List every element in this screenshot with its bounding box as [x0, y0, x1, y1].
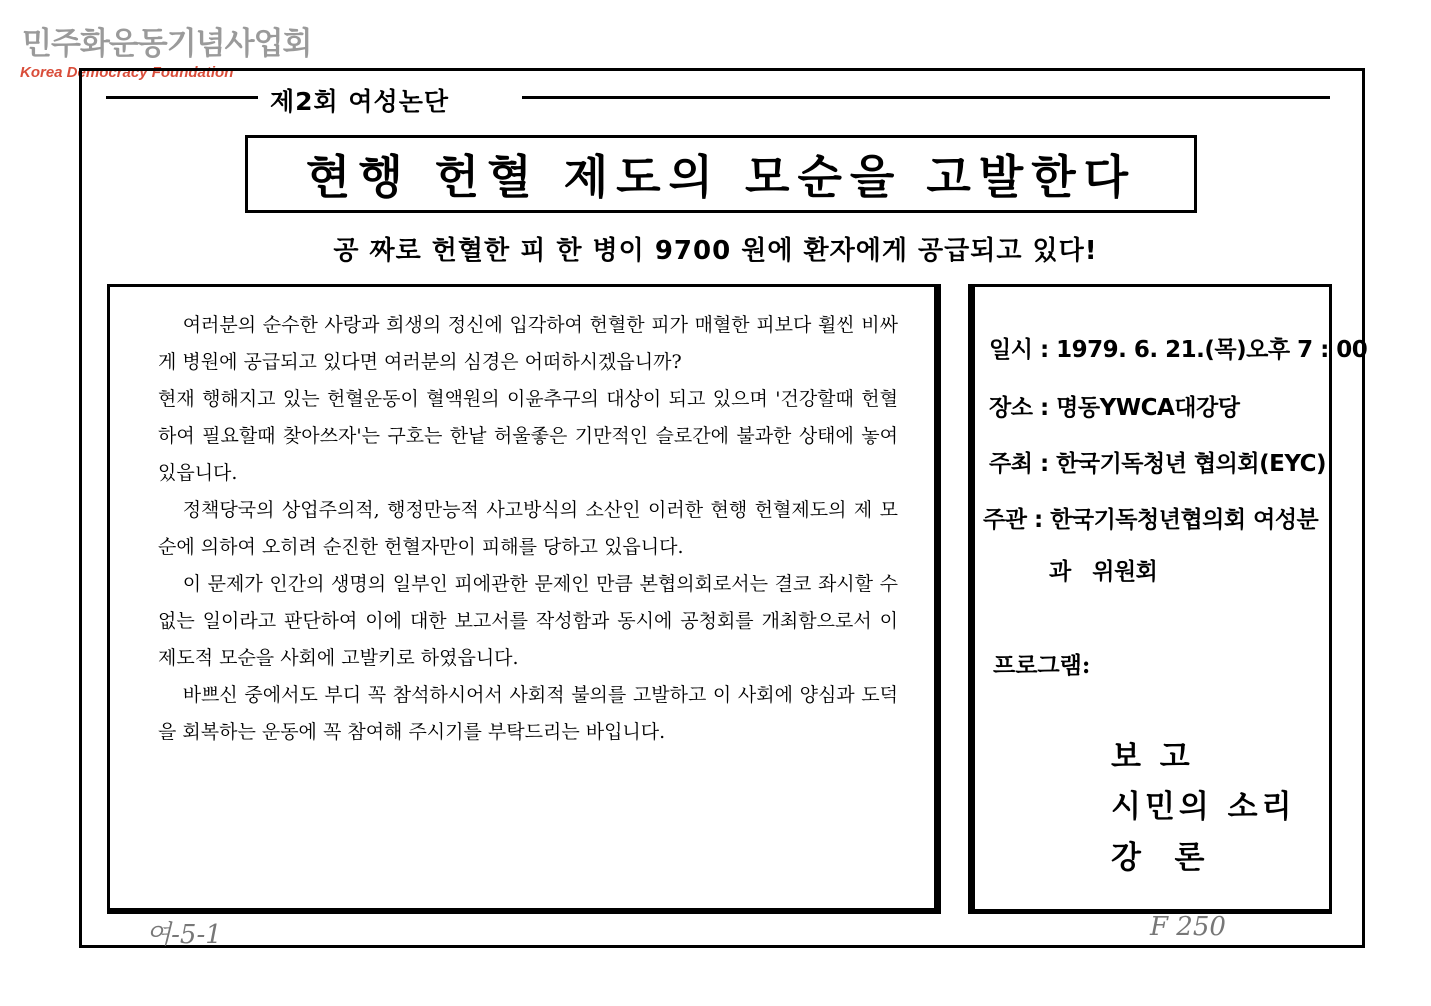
event-venue: 장소 : 명동YWCA대강당 [989, 395, 1240, 421]
page-title: 현행 헌혈 제도의 모순을 고발한다 [305, 150, 1137, 204]
handwritten-mark-left: 여-5-1 [146, 920, 222, 950]
body-paragraph-4: 이 문제가 인간의 생명의 일부인 피에관한 문제인 만큼 본협의회로서는 결코 좌시할 수 없는 일이라고 판단하여 이에 대한 보고서를 작성함과 동시에 공청회를 개최함으로서 이 제도적 모순을 사회에 고발키로 하였읍니다. [158, 573, 898, 669]
body-paragraph-1: 여러분의 순수한 사랑과 희생의 정신에 입각하여 헌혈한 피가 매혈한 피보다 휠씬 비싸게 병원에 공급되고 있다면 여러분의 심경은 어떠하시겠읍니까? [158, 314, 898, 373]
event-host: 주최 : 한국기독청년 협의회(EYC) [989, 451, 1327, 477]
body-box [107, 284, 941, 914]
program-label: 프로그램: [993, 652, 1091, 679]
header-rule-right [522, 96, 1330, 99]
event-organizer-line2: 과 위원회 [1049, 559, 1158, 585]
header-rule-left [106, 96, 258, 99]
watermark-english: Korea Democracy Foundation [20, 64, 234, 81]
event-info-box [968, 284, 1368, 914]
body-paragraph-3: 정책당국의 상업주의적, 행정만능적 사고방식의 소산인 이러한 현행 헌혈제도의 제 모순에 의하여 오히려 순진한 헌혈자만이 피해를 당하고 있읍니다. [158, 499, 898, 558]
program-item-citizens-voice: 시민의 소리 [1111, 789, 1296, 825]
body-text [158, 307, 898, 751]
title-box [245, 135, 1197, 213]
watermark-korean: 민주화운동기념사업회 [22, 26, 312, 62]
series-label: 제2회 여성논단 [270, 87, 449, 116]
handwritten-mark-right: F 250 [1150, 912, 1226, 942]
body-paragraph-5: 바쁘신 중에서도 부디 꼭 참석하시어서 사회적 불의를 고발하고 이 사회에 양심과 도덕을 회복하는 운동에 꼭 참여해 주시기를 부탁드리는 바입니다. [158, 684, 898, 743]
program-item-report: 보 고 [1111, 739, 1194, 775]
event-datetime: 일시 : 1979. 6. 21.(목)오후 7 : 00 [989, 337, 1368, 363]
event-organizer-line1: 주관 : 한국기독청년협의회 여성분 [983, 507, 1319, 533]
body-paragraph-2: 현재 행해지고 있는 헌혈운동이 혈액원의 이윤추구의 대상이 되고 있으며 '건강할때 헌혈하여 필요할때 찾아쓰자'는 구호는 한낱 허울좋은 기만적인 슬로간에 불과한 상태에 놓여있읍니다. [158, 388, 898, 484]
program-item-lecture: 강 론 [1111, 840, 1209, 876]
subtitle: 공 짜로 헌혈한 피 한 병이 9700 원에 환자에게 공급되고 있다! [333, 236, 1098, 266]
